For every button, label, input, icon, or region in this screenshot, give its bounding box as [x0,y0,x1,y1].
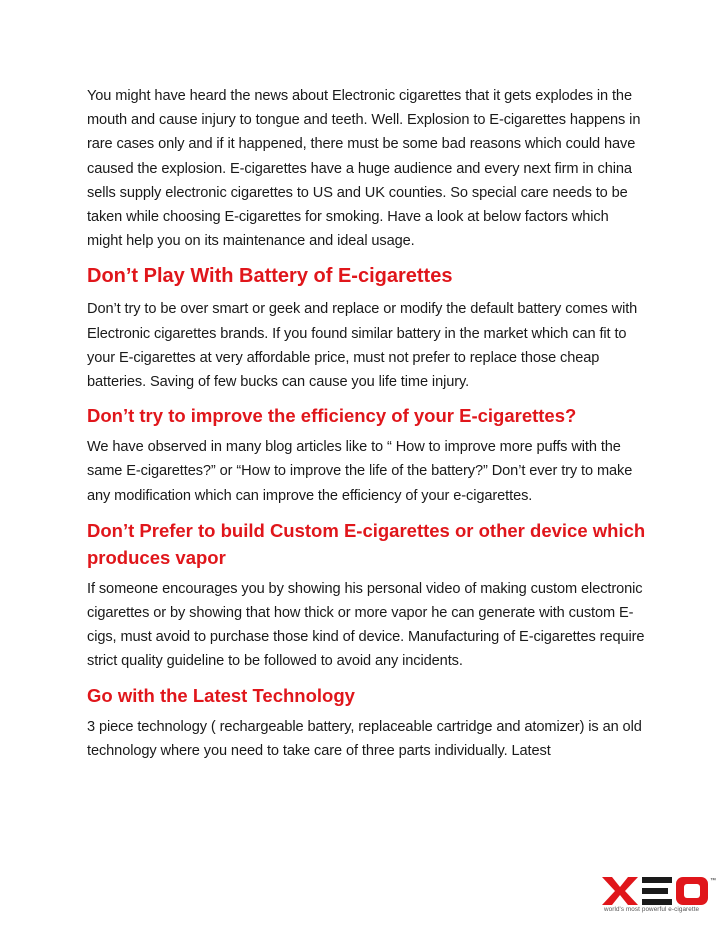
logo-letter-x [602,877,638,905]
section-body-battery: Don’t try to be over smart or geek and replace or modify the default battery comes with Electronic cigarettes brands. If you found similar battery in the market which can fit to your E-cigarettes at very affordable price, must not prefer to replace those cheap batteries. Saving of few bucks can cause you life time injury. [87,301,638,391]
section-body-technology: 3 piece technology ( rechargeable battery, replaceable cartridge and atomizer) is an old technology where you need to take care of three parts individually. Latest [87,718,642,759]
section-heading-battery: Don’t Play With Battery of E-cigarettes [87,265,453,288]
xeo-logo-mark [600,873,718,907]
section-heading-technology: Go with the Latest Technology [87,684,355,706]
logo-letter-o [676,877,708,905]
logo-trademark: ™ [710,878,716,884]
logo-tagline: world's most powerful e-cigarette [604,906,700,913]
logo-letter-e [642,877,672,905]
xeo-logo [600,873,718,919]
section-heading-efficiency: Don’t try to improve the efficiency of your E-cigarettes? [87,405,577,427]
section-heading-custom: Don’t Prefer to build Custom E-cigarettes or other device which produces vapor [87,519,646,568]
section-body-efficiency: We have observed in many blog articles like to “ How to improve more puffs with the same E-cigarettes?” or “How to improve the life of the battery?” Don’t ever try to make any modification which can improve the efficiency of your e-cigarettes. [87,439,633,504]
intro-paragraph: You might have heard the news about Electronic cigarettes that it gets explodes in the mouth and cause injury to tongue and teeth. Well. Explosion to E-cigarettes happens in rare cases only and if it happened, there must be some bad reasons which could have caused the explosion. E-cigarettes have a huge audience and every next firm in china sells supply electronic cigarettes to US and UK counties. So special care needs to be taken while choosing E-cigarettes for smoking. Have a look at below factors which might help you on its maintenance and ideal usage. [87,88,641,250]
section-body-custom: If someone encourages you by showing his personal video of making custom electronic cigarettes or by showing that how thick or more vapor he can generate with custom E-cigs, must avoid to purchase those kind of device. Manufacturing of E-cigarettes require strict quality guideline to be followed to avoid any incidents. [87,580,645,670]
document-content [87,84,647,763]
